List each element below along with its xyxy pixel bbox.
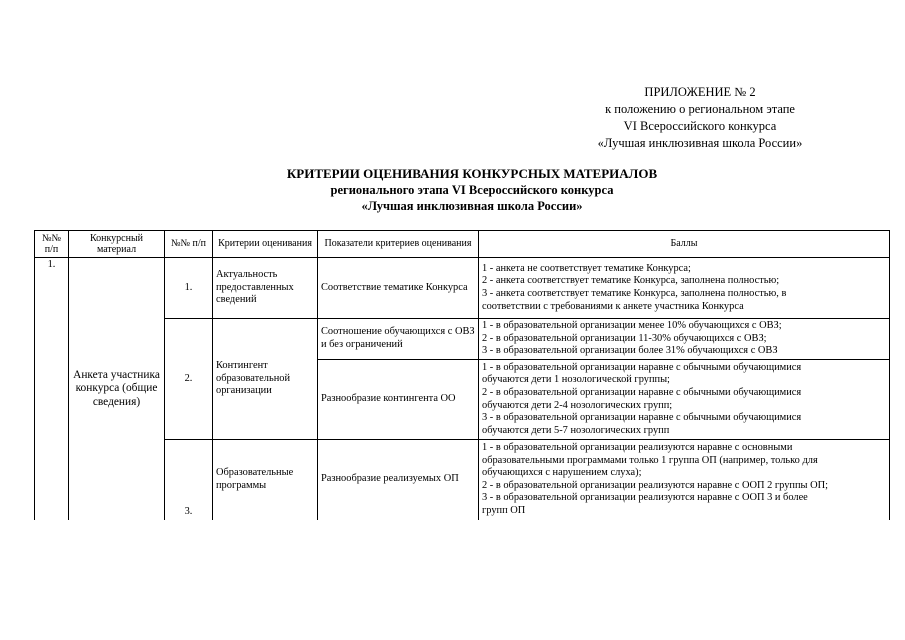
appendix-reference: к положению о региональном этапе xyxy=(605,102,795,116)
row-number: 1. xyxy=(35,258,69,520)
score-line: 2 - в образовательной организации 11-30% обучающихся с ОВЗ; xyxy=(482,332,767,344)
score-line: 2 - анкета соответствует тематике Конкурса, заполнена полностью; xyxy=(482,275,780,287)
table-row xyxy=(35,258,890,319)
header-score: Баллы xyxy=(479,231,890,258)
header-num: №№ п/п xyxy=(35,231,69,258)
indicator-cell: Разнообразие контингента ОО xyxy=(318,360,479,440)
criterion-cell: Контингент образовательной организации xyxy=(213,319,318,440)
score-line: 2 - в образовательной организации наравне с обычными обучающимися xyxy=(482,386,802,398)
header-criteria: Критерии оценивания xyxy=(213,231,318,258)
appendix-header xyxy=(540,84,860,152)
title-contest: «Лучшая инклюзивная школа России» xyxy=(361,199,583,213)
score-line: 1 - в образовательной организации наравне с обычными обучающимися xyxy=(482,361,802,373)
material-cell: Анкета участника конкурса (общие сведения) xyxy=(69,258,165,520)
criterion-cell: Образовательные программы xyxy=(213,440,318,520)
criterion-number: 3. xyxy=(165,440,213,520)
document-title xyxy=(168,165,776,214)
score-line: образовательными программами только 1 группа ОП (например, только для xyxy=(482,454,818,466)
score-line: 3 - в образовательной организации наравне с обычными обучающимися xyxy=(482,412,802,424)
title-main: КРИТЕРИИ ОЦЕНИВАНИЯ КОНКУРСНЫХ МАТЕРИАЛОВ xyxy=(286,166,658,181)
score-cell xyxy=(479,258,890,319)
score-cell xyxy=(479,440,890,520)
header-indicators: Показатели критериев оценивания xyxy=(318,231,479,258)
score-line: 1 - в образовательной организации менее 10% обучающихся с ОВЗ; xyxy=(482,320,782,332)
appendix-contest: VI Всероссийского конкурса xyxy=(623,119,777,133)
title-stage: регионального этапа VI Всероссийского конкурса xyxy=(330,183,614,197)
table-header-row xyxy=(35,231,890,258)
criterion-number: 2. xyxy=(165,319,213,440)
appendix-number: ПРИЛОЖЕНИЕ № 2 xyxy=(644,85,756,99)
score-line: обучающихся с нарушением слуха); xyxy=(482,467,642,479)
score-line: соответствии с требованиями к анкете участника Конкурса xyxy=(482,300,744,312)
score-line: 3 - в образовательной организации более 31% обучающихся с ОВЗ xyxy=(482,345,778,357)
criteria-table xyxy=(34,230,890,520)
score-line: 1 - анкета не соответствует тематике Конкурса; xyxy=(482,262,691,274)
score-line: обучаются дети 2-4 нозологических групп; xyxy=(482,399,673,411)
score-line: обучаются дети 5-7 нозологических групп xyxy=(482,424,670,436)
header-num2: №№ п/п xyxy=(165,231,213,258)
score-cell xyxy=(479,360,890,440)
criterion-cell: Актуальность предоставленных сведений xyxy=(213,258,318,319)
score-line: обучаются дети 1 нозологической группы; xyxy=(482,374,670,386)
score-line: 3 - анкета соответствует тематике Конкурса, заполнена полностью, в xyxy=(482,288,787,299)
criterion-number: 1. xyxy=(165,258,213,319)
score-cell xyxy=(479,319,890,360)
header-material: Конкурсный материал xyxy=(69,231,165,258)
indicator-cell: Соотношение обучающихся с ОВЗ и без ограничений xyxy=(318,319,479,360)
score-line: 2 - в образовательной организации реализуются наравне с ООП 2 группы ОП; xyxy=(482,479,828,491)
appendix-contest-name: «Лучшая инклюзивная школа России» xyxy=(597,136,803,150)
score-line: 3 - в образовательной организации реализуются наравне с ООП 3 и более xyxy=(482,492,808,504)
score-line: 1 - в образовательной организации реализуются наравне с основными xyxy=(482,441,793,453)
indicator-cell: Соответствие тематике Конкурса xyxy=(318,258,479,319)
indicator-cell: Разнообразие реализуемых ОП xyxy=(318,440,479,520)
score-line: групп ОП xyxy=(482,504,526,516)
